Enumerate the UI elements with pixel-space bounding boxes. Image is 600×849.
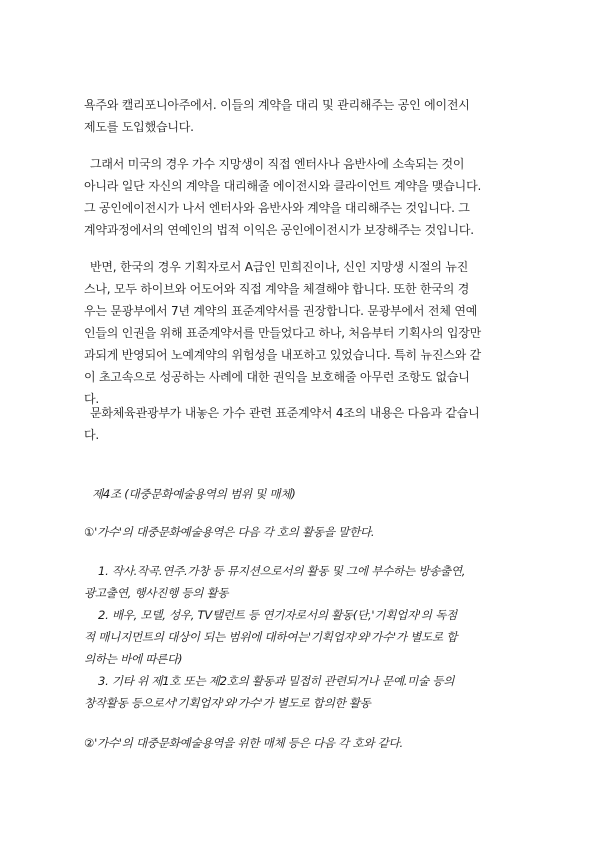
text-line: 반면, 한국의 경우 기획자로서 A급인 민희진이나, 신인 지망생 시절의 뉴진 [90, 260, 469, 274]
text-line: 아니라 일단 자신의 계약을 대리해줄 에이전시와 클라이언트 계약을 맺습니다. [84, 179, 482, 193]
item-text: 3. 기타 위 제1호 또는 제2호의 활동과 밀접히 관련되거나 문예.미술 등의 [98, 674, 455, 688]
paragraph-4 [84, 402, 520, 446]
text-line: 우는 문광부에서 7년 계약의 표준계약서를 권장합니다. 문광부에서 전체 연예 [84, 304, 478, 318]
clause-text: ①'가수'의 대중문화예술용역은 다음 각 호의 활동을 말한다. [84, 525, 375, 539]
clause-text: ②'가수'의 대중문화예술용역을 위한 매체 등은 다음 각 호와 같다. [84, 736, 403, 750]
item-text: 창작활동 등으로서'기획업자'와'가수'가 별도로 합의한 활동 [84, 696, 371, 710]
text-line: 욕주와 캘리포니아주에서. 이들의 계약을 대리 및 관리해주는 공인 에이전시 [84, 98, 470, 112]
text-line: 다. [84, 428, 100, 442]
article-item-1 [84, 560, 520, 604]
text-line: 계약과정에서의 연예인의 법적 이익은 공인에이전시가 보장해주는 것입니다. [84, 223, 474, 237]
article-item-3 [84, 670, 520, 714]
text-line: 이 초고속으로 성공하는 사례에 대한 권익을 보호해줄 아무런 조항도 없습니 [84, 370, 470, 384]
item-text: 2. 배우, 모델, 성우, TV탤런트 등 연기자로서의 활동(단,'기획업자'의 독점 [98, 608, 457, 622]
text-line: 그래서 미국의 경우 가수 지망생이 직접 엔터사나 음반사에 소속되는 것이 [90, 157, 465, 171]
text-line: 스나, 모두 하이브와 어도어와 직접 계약을 체결해야 합니다. 또한 한국의 경 [84, 282, 470, 296]
paragraph-2 [84, 153, 520, 241]
text-line: 다. [84, 392, 100, 406]
paragraph-1 [84, 94, 520, 138]
article-title-block [84, 483, 520, 505]
text-line: 인들의 인권을 위해 표준계약서를 만들었다고 하나, 처음부터 기획사의 입장만 [84, 326, 482, 340]
item-text: 의하는 바에 따른다) [84, 652, 183, 666]
item-text: 광고출연, 행사진행 등의 활동 [84, 586, 229, 600]
article-clause-2 [84, 732, 520, 754]
item-text: 1. 작사.작곡.연주.가창 등 뮤지션으로서의 활동 및 그에 부수하는 방송출연, [98, 564, 466, 578]
article-item-2 [84, 604, 520, 670]
text-line: 문화체육관광부가 내놓은 가수 관련 표준계약서 4조의 내용은 다음과 같습니 [90, 406, 480, 420]
item-text: 적 매니지먼트의 대상이 되는 범위에 대하여는'기획업자'와'가수'가 별도로 합 [84, 630, 458, 644]
article-clause-1 [84, 521, 520, 543]
article-title: 제4조 (대중문화예술용역의 범위 및 매체) [92, 487, 296, 501]
text-line: 그 공인에이전시가 나서 엔터사와 음반사와 계약을 대리해주는 것입니다. 그 [84, 201, 470, 215]
text-line: 과되게 반영되어 노예계약의 위험성을 내포하고 있었습니다. 특히 뉴진스와 같 [84, 348, 482, 362]
paragraph-3 [84, 256, 520, 410]
text-line: 제도를 도입했습니다. [84, 120, 194, 134]
